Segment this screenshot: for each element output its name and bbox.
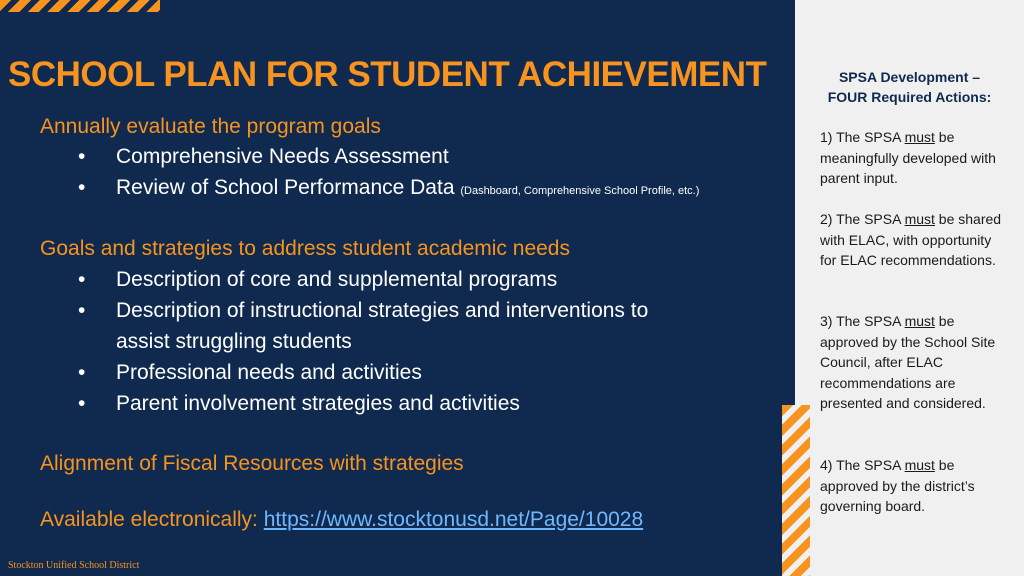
- action-4: 4) The SPSA must be approved by the district’s governing board.: [820, 457, 975, 514]
- sidebar-title: SPSA Development – FOUR Required Actions:: [827, 69, 992, 105]
- heading-evaluate: Annually evaluate the program goals: [40, 115, 381, 138]
- bullet-icon: •: [78, 361, 86, 384]
- available-label: Available electronically:: [40, 508, 258, 531]
- list-item-continued: assist struggling students: [116, 330, 352, 353]
- heading-fiscal: Alignment of Fiscal Resources with strategies: [40, 452, 464, 475]
- bullet-icon: •: [78, 299, 86, 322]
- list-evaluate: [78, 141, 699, 207]
- footer-district: Stockton Unified School District: [8, 560, 140, 571]
- list-item: • Parent involvement strategies and activities: [78, 388, 648, 419]
- page-title: SCHOOL PLAN FOR STUDENT ACHIEVEMENT: [8, 55, 767, 94]
- bullet-icon: •: [78, 268, 86, 291]
- hazard-stripes-top: [0, 0, 160, 12]
- bullet-icon: •: [78, 145, 86, 168]
- plan-link[interactable]: https://www.stocktonusd.net/Page/10028: [263, 508, 644, 531]
- action-2: 2) The SPSA must be shared with ELAC, with opportunity for ELAC recommendations.: [820, 211, 1002, 268]
- list-item: • Description of instructional strategies and interventions to: [78, 295, 648, 326]
- bullet-icon: •: [78, 392, 86, 415]
- bullet-note: (Dashboard, Comprehensive School Profile, etc.): [460, 185, 700, 197]
- bullet-icon: •: [78, 176, 86, 199]
- action-3: 3) The SPSA must be approved by the School Site Council, after ELAC recommendations are presented and considered.: [820, 313, 996, 411]
- heading-goals: Goals and strategies to address student academic needs: [40, 237, 570, 260]
- list-item: • Comprehensive Needs Assessment: [78, 141, 699, 172]
- hazard-stripes-side: [782, 405, 810, 576]
- list-goals: [78, 264, 648, 419]
- list-item: • Review of School Performance Data (Dashboard, Comprehensive School Profile, etc.): [78, 172, 699, 207]
- list-item: • Description of core and supplemental programs: [78, 264, 648, 295]
- list-item: • Professional needs and activities: [78, 357, 648, 388]
- action-1: 1) The SPSA must be meaningfully developed with parent input.: [820, 129, 996, 186]
- sidebar-panel: [795, 0, 1024, 576]
- available-line: [40, 508, 643, 532]
